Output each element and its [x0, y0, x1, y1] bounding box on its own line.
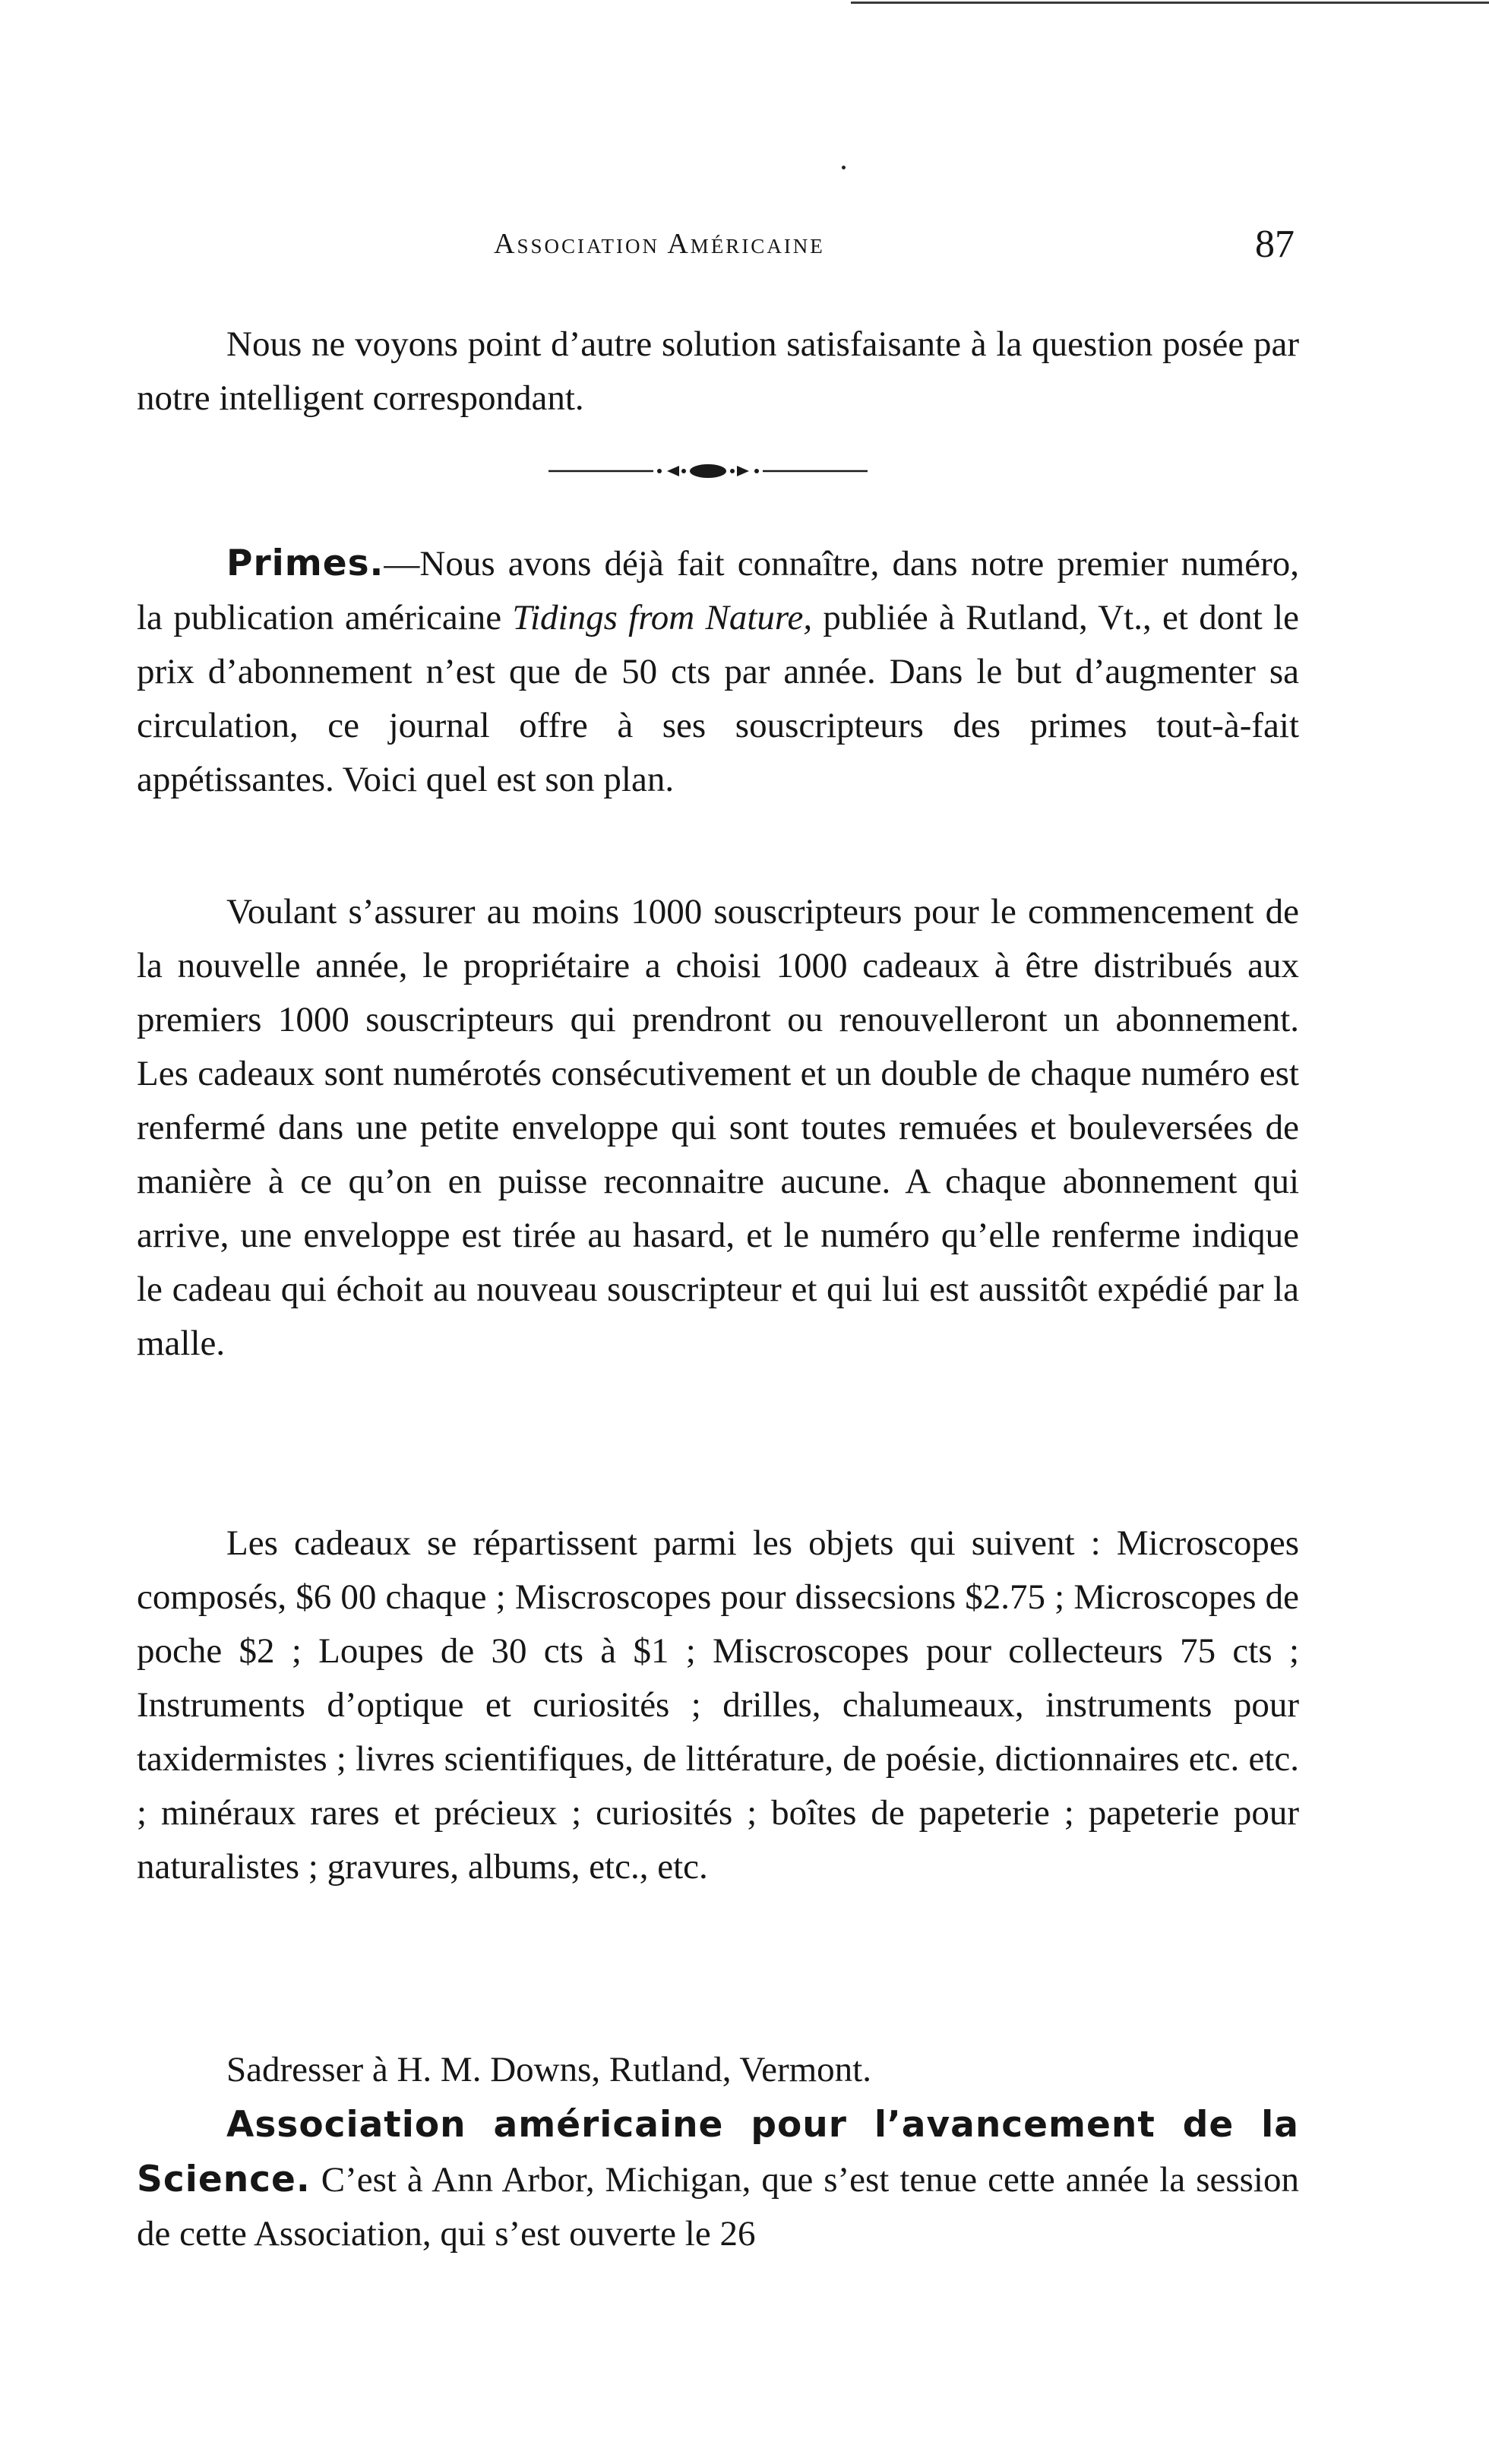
publication-title: Tidings from Nature, [512, 598, 813, 637]
running-title: Association Américaine [494, 228, 825, 260]
ink-speck [842, 166, 846, 169]
association-text: C’est à Ann Arbor, Michigan, que s’est tenue cette année la session de cette Association, qui s’est ouverte le 26 [137, 2160, 1299, 2254]
paragraph-association [137, 2098, 1299, 2261]
primes-heading: Primes. [226, 542, 384, 584]
paragraph-closing-answer: Nous ne voyons point d’autre solution satisfaisante à la question posée par notre intelligent correspondant. [137, 324, 1299, 418]
page-number: 87 [1255, 223, 1295, 266]
paragraph-address: Sadresser à H. M. Downs, Rutland, Vermont. [226, 2050, 871, 2089]
top-edge-rule [851, 2, 1489, 4]
paragraph-distribution-plan: Voulant s’assurer au moins 1000 souscripteurs pour le commencement de la nouvelle année, le propriétaire a choisi 1000 cadeaux à être distribués aux premiers 1000 souscripteurs qui prendront ou renouvelleront un abonnement. Les cadeaux sont numérotés consécutivement et un double de chaque numéro est renfermé dans une petite enveloppe qui sont toutes remuées et bouleversées de manière à ce qu’on en puisse reconnaitre aucune. A chaque abonnement qui arrive, une enveloppe est tirée au hasard, et le numéro qu’elle renferme indique le cadeau qui échoit au nouveau souscripteur et qui lui est aussitôt expédié par la malle. [137, 892, 1299, 1363]
primes-text-b: publiée à Rutland, Vt., et dont le prix d’abonnement n’est que de 50 cts par année. Dans le but d’augmenter sa circulation, ce journal offre à ses souscripteurs des primes tout-à-fait appétissantes. Voici quel est son plan. [137, 598, 1299, 799]
primes-text-a: —Nous avons déjà fait connaître, dans notre premier numéro, la publication américaine [137, 544, 1299, 637]
section-divider-ornament [548, 461, 868, 481]
paragraph-primes [137, 536, 1299, 807]
association-heading: Association américaine pour l’avancement de la Science. [137, 2104, 1299, 2200]
paragraph-gift-list: Les cadeaux se répartissent parmi les objets qui suivent : Microscopes composés, $6 00 chaque ; Miscroscopes pour dissecsions $2.75 ; Microscopes de poche $2 ; Loupes de 30 cts à $1 ; Miscroscopes pour collecteurs 75 cts ; Instruments d’optique et curiosités ; drilles, chalumeaux, instruments pour taxidermistes ; livres scientifiques, de littérature, de poésie, dictionnaires etc. etc. ; minéraux rares et précieux ; curiosités ; boîtes de papeterie ; papeterie pour naturalistes ; gravures, albums, etc., etc. [137, 1523, 1299, 1887]
